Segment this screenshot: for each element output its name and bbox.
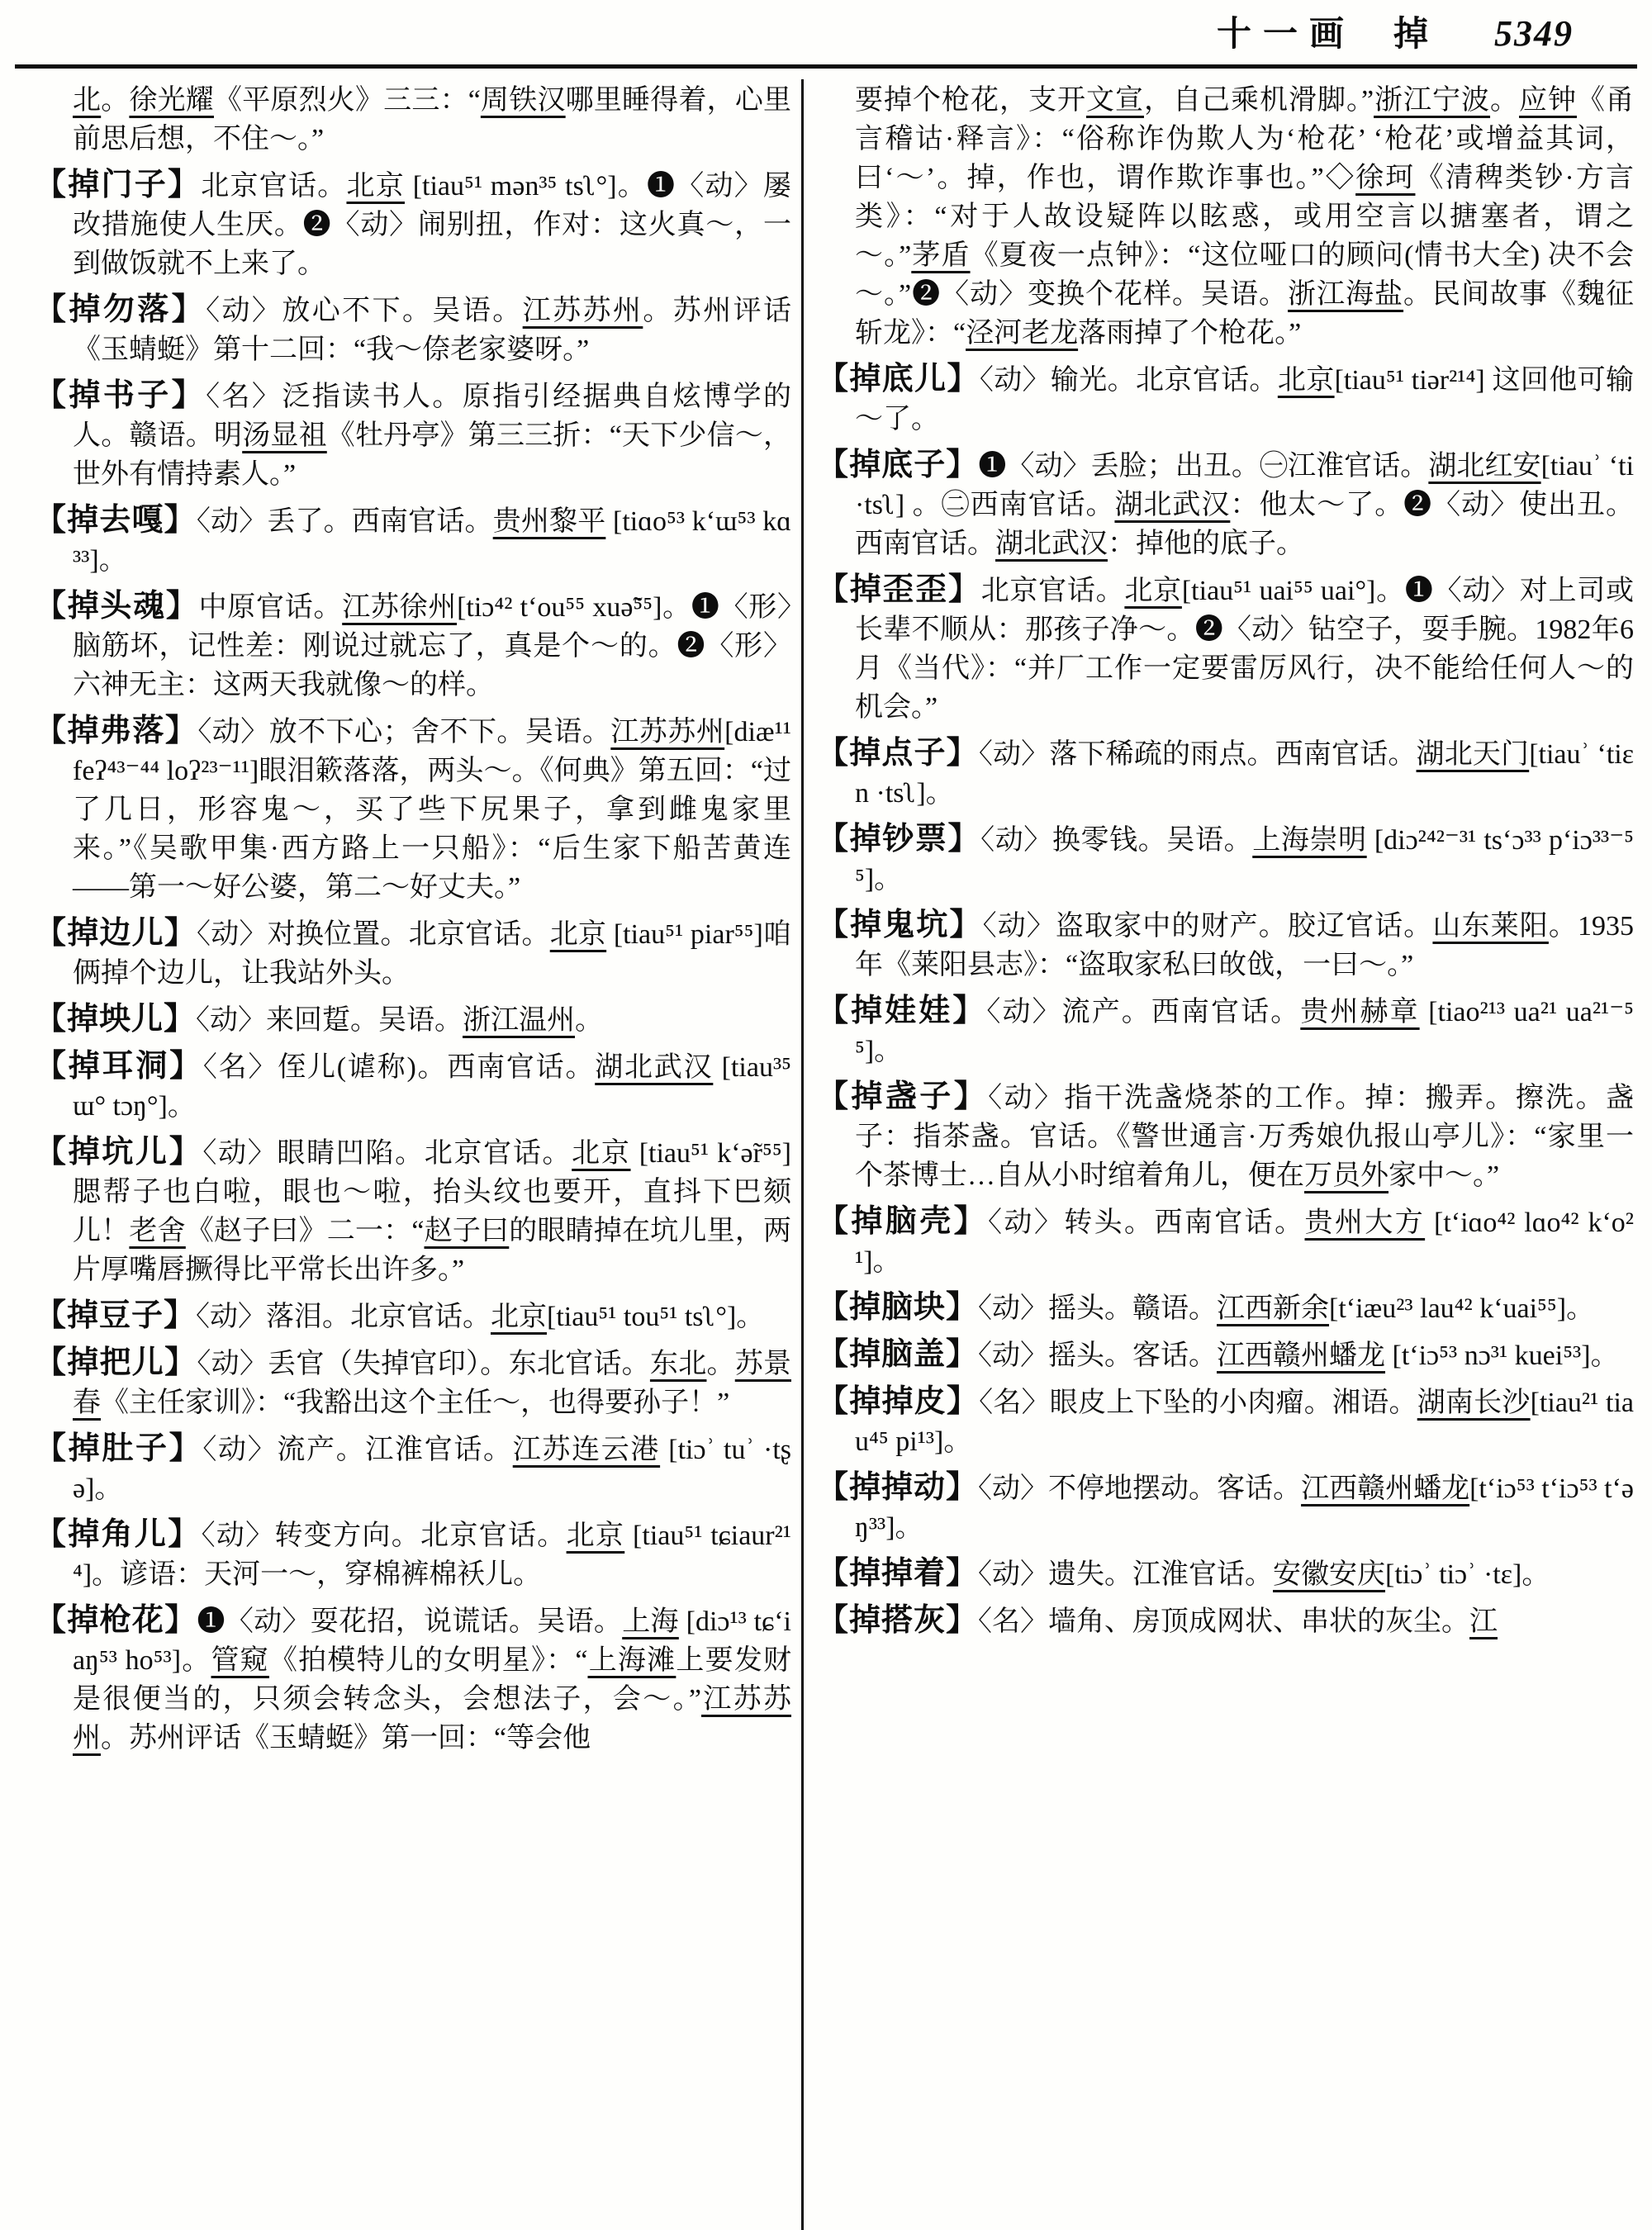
entry-text: [tiau⁵¹ tɕiaur²¹⁴]。谚语：天河一～，穿棉裤棉袄儿。 xyxy=(73,1521,791,1590)
proper-noun-text: 江 xyxy=(1469,1606,1498,1637)
proper-noun-text: 东北 xyxy=(649,1349,707,1379)
proper-noun-text: 安徽安庆 xyxy=(1273,1559,1386,1590)
entry-headword: 【掉掉着】 xyxy=(817,1556,979,1591)
dictionary-entry xyxy=(35,1344,791,1422)
proper-noun-text: 上海 xyxy=(622,1606,679,1637)
entry-text: 的眼睛掉在坑儿里，两片厚嘴唇撅得比平常长出许多。” xyxy=(73,1216,791,1285)
entry-text: [tiɔʾ tuʾ ·tʂə]。 xyxy=(73,1435,791,1504)
entry-text: [tiau⁵¹ mən³⁵ tsʅ°]。❶〈动〉屡改措施使人生厌。❷〈动〉闹别扭，作对：这火真～，一到做饭就不上来了。 xyxy=(73,171,791,279)
entry-text: 〈名〉眼皮上下坠的小肉瘤。湘语。 xyxy=(979,1388,1417,1418)
entry-headword: 【掉枪花】 xyxy=(35,1603,197,1638)
entry-text: [diɔ²⁴²⁻³¹ tsʻɔ³³ pʻiɔ³³⁻⁵⁵]。 xyxy=(855,825,1634,894)
entry-text: [tiau³⁵ ɯ° tɔŋ°]。 xyxy=(73,1052,791,1122)
entry-headword: 【掉歪歪】 xyxy=(817,572,981,607)
proper-noun-text: 万员外 xyxy=(1304,1160,1389,1191)
proper-noun-text: 湖北武汉 xyxy=(1114,490,1231,520)
entry-headword: 【掉弗落】 xyxy=(35,714,198,748)
dictionary-entry xyxy=(817,734,1634,813)
dictionary-entry xyxy=(35,1430,791,1508)
proper-noun-text: 汤显祖 xyxy=(242,420,327,451)
dictionary-entry xyxy=(35,914,791,993)
proper-noun-text: 贵州黎平 xyxy=(492,506,606,537)
entry-text: [tiau²¹ tiau⁴⁵ pi¹³]。 xyxy=(855,1388,1634,1457)
proper-noun-text: 泾河老龙 xyxy=(966,318,1079,349)
entry-headword: 【掉底子】 xyxy=(817,448,979,482)
entry-continuation xyxy=(35,81,791,159)
dictionary-entry xyxy=(35,1133,791,1289)
page-header xyxy=(0,7,1574,61)
proper-noun-text: 周铁汉 xyxy=(480,85,566,116)
proper-noun-text: 湖北天门 xyxy=(1416,739,1530,770)
dictionary-entry xyxy=(35,291,791,369)
proper-noun-text: 老舍 xyxy=(129,1216,186,1246)
entry-headword: 【掉边儿】 xyxy=(35,916,197,951)
entry-text: 北京官话。 xyxy=(980,576,1125,606)
entry-text: 〈动〉遗失。江淮官话。 xyxy=(978,1559,1274,1590)
entry-text: [tiau⁵¹ piar⁵⁵]咱俩掉个边儿，让我站外头。 xyxy=(73,919,791,989)
dictionary-entry xyxy=(35,712,791,907)
proper-noun-text: 浙江宁波 xyxy=(1374,85,1491,116)
proper-noun-text: 茅盾 xyxy=(911,240,971,271)
entry-headword: 【掉坱儿】 xyxy=(35,1002,197,1037)
entry-headword: 【掉去嘎】 xyxy=(35,503,197,538)
entry-text: [diæ¹¹ feʔ⁴³⁻⁴⁴ loʔ²³⁻¹¹]眼泪簌落落，两头～。《何典》第五回：“过了几日，形容鬼～，买了些下尻果子，拿到雌鬼家里来。”《吴歌甲集·西方路上一只船》：“后生家下船苦黄连——第一～好公婆，第二～好丈夫。” xyxy=(73,717,791,903)
left-column xyxy=(35,79,791,2230)
entry-headword: 【掉搭灰】 xyxy=(817,1603,979,1638)
entry-text: 〈动〉摇头。赣语。 xyxy=(978,1293,1218,1324)
proper-noun-text: 江苏连云港 xyxy=(512,1435,661,1465)
dictionary-entry xyxy=(817,1554,1634,1594)
proper-noun-text: 北京 xyxy=(549,919,607,950)
dictionary-entry xyxy=(817,446,1634,563)
entry-text: 〈动〉来回踅。吴语。 xyxy=(196,1005,463,1036)
entry-text: 〈动〉丢了。西南官话。 xyxy=(196,506,493,537)
entry-headword: 【掉掉动】 xyxy=(817,1470,979,1505)
entry-text: 〈动〉放不下心；舍不下。吴语。 xyxy=(197,717,611,747)
proper-noun-text: 徐珂 xyxy=(1355,163,1416,193)
proper-noun-text: 浙江海盐 xyxy=(1288,279,1404,310)
proper-noun-text: 文宣 xyxy=(1085,85,1144,116)
proper-noun-text: 江苏苏州 xyxy=(73,1684,791,1753)
dictionary-entry xyxy=(817,1078,1634,1195)
entry-text: 〈动〉对换位置。北京官话。 xyxy=(197,919,550,950)
proper-noun-text: 江西赣州蟠龙 xyxy=(1301,1473,1470,1504)
proper-noun-text: 北京 xyxy=(491,1302,548,1332)
proper-noun-text: 北京 xyxy=(346,171,405,202)
entry-text: 。民间故事《魏征斩龙》：“ xyxy=(855,279,1634,349)
proper-noun-text: 江苏苏州 xyxy=(522,296,643,326)
entry-headword: 【掉肚子】 xyxy=(35,1431,203,1466)
entry-text: [diɔ¹³ tɕʻiaŋ⁵³ ho⁵³]。 xyxy=(73,1606,791,1676)
dictionary-entry xyxy=(35,1000,791,1040)
entry-headword: 【掉坑儿】 xyxy=(35,1135,203,1170)
entry-text: ，自己乘机滑脚。” xyxy=(1143,85,1374,116)
entry-text: 〈动〉换零钱。吴语。 xyxy=(980,825,1253,856)
dictionary-entry xyxy=(35,1297,791,1336)
entry-headword: 【掉底儿】 xyxy=(817,362,980,396)
entry-headword: 【掉钞票】 xyxy=(817,822,981,856)
entry-headword: 【掉脑壳】 xyxy=(817,1204,989,1239)
proper-noun-text: 苏景春 xyxy=(73,1349,791,1418)
entry-text: 〈动〉输光。北京官话。 xyxy=(979,365,1278,396)
entry-headword: 【掉娃娃】 xyxy=(817,994,987,1028)
entry-text: [tiau⁵¹ uai⁵⁵ uai°]。❶〈动〉对上司或长辈不顺从：那孩子净～。❷〈动〉钻空子，耍手腕。1982年6月《当代》：“并厂工作一定要雷厉风行，决不能给任何人～的机会。” xyxy=(855,576,1634,723)
proper-noun-text: 贵州大方 xyxy=(1304,1208,1426,1238)
entry-text: 〈动〉流产。江淮官话。 xyxy=(202,1435,513,1465)
entry-headword: 【掉书子】 xyxy=(35,378,206,413)
entry-text: 〈名〉泛指读书人。原指引经据典自炫博学的人。赣语。明 xyxy=(73,382,791,451)
dictionary-entry xyxy=(817,1601,1634,1641)
entry-headword: 【掉掉皮】 xyxy=(817,1384,980,1419)
entry-headword: 【掉头魂】 xyxy=(35,589,199,624)
entry-text: 上要发财是很便当的，只须会转念头，会想法子，会～。” xyxy=(73,1645,791,1715)
dictionary-entry xyxy=(817,1336,1634,1375)
entry-text: 。 xyxy=(1490,85,1520,116)
proper-noun-text: 上海滩 xyxy=(587,1645,676,1676)
column-divider-rule xyxy=(801,79,804,2230)
entry-headword: 【掉勿落】 xyxy=(35,292,206,327)
entry-text: 〈名〉侄儿(谑称)。西南官话。 xyxy=(202,1052,596,1083)
entry-headword: 【掉脑块】 xyxy=(817,1290,979,1325)
proper-noun-text: 湖北红安 xyxy=(1428,451,1541,482)
entry-text: ❶〈动〉耍花招，说谎话。吴语。 xyxy=(197,1606,623,1637)
entry-text: 哪里睡得着，心里前思后想，不住～。” xyxy=(73,85,791,154)
proper-noun-text: 北京 xyxy=(1277,365,1335,396)
page-number: 5349 xyxy=(1494,13,1574,54)
entry-text: 。1935年《莱阳县志》：“盗取家私曰敀戗，一曰～。” xyxy=(855,911,1634,980)
proper-noun-text: 北 xyxy=(73,85,102,116)
proper-noun-text: 北京 xyxy=(566,1521,625,1551)
entry-text: 〈动〉丢官（失掉官印）。东北官话。 xyxy=(197,1349,650,1379)
entry-text: 〈名〉墙角、房顶成网状、串状的灰尘。 xyxy=(978,1606,1470,1637)
entry-text: [tiɔʾ tiɔʾ ·tɛ]。 xyxy=(1385,1559,1550,1590)
entry-text: ：掉他的底子。 xyxy=(1108,529,1304,559)
dictionary-entry xyxy=(817,1468,1634,1547)
dictionary-entry xyxy=(817,1383,1634,1461)
dictionary-entry xyxy=(35,166,791,283)
dictionary-entry xyxy=(35,587,791,705)
entry-text: 〈动〉转变方向。北京官话。 xyxy=(201,1521,567,1551)
entry-text: [tʻiæu²³ lau⁴² kʻuai⁵⁵]。 xyxy=(1329,1293,1595,1324)
entry-text: 《主任家训》：“我豁出这个主任～，也得要孙子！” xyxy=(101,1388,730,1418)
entry-text: 要掉个枪花，支开 xyxy=(855,85,1086,116)
dictionary-entry xyxy=(817,571,1634,727)
proper-noun-text: 北京 xyxy=(572,1138,631,1169)
entry-text: [tiau⁵¹ tou⁵¹ tsʅ°]。 xyxy=(547,1302,765,1332)
entry-text: 《夏夜一点钟》：“这位哑口的顾问(情书大全) 决不会～。”❷〈动〉变换个花样。吴语。 xyxy=(855,240,1634,310)
entry-text: [tʻiɑo⁴² lɑo⁴² kʻo²¹]。 xyxy=(855,1208,1634,1277)
proper-noun-text: 赵子曰 xyxy=(424,1216,510,1246)
entry-headword: 【掉角儿】 xyxy=(35,1517,202,1552)
entry-text: [tiauʾ ʻtiɛn ·tsʅ]。 xyxy=(855,739,1634,809)
dictionary-entry xyxy=(35,501,791,580)
proper-noun-text: 江苏徐州 xyxy=(342,592,458,623)
entry-text: [tʻiɔ⁵³ nɔ³¹ kuei⁵³]。 xyxy=(1385,1340,1619,1371)
entry-headword: 【掉鬼坑】 xyxy=(817,908,983,942)
dictionary-entry xyxy=(35,377,791,494)
entry-text: 。苏州评话《玉蜻蜓》第十二回：“我～倷老家婆呀。” xyxy=(73,296,791,365)
dictionary-entry xyxy=(817,820,1634,899)
proper-noun-text: 山东莱阳 xyxy=(1432,911,1549,942)
entry-text: 〈动〉放心不下。吴语。 xyxy=(206,296,523,326)
proper-noun-text: 上海崇明 xyxy=(1252,825,1367,856)
proper-noun-text: 徐光耀 xyxy=(129,85,214,116)
entry-headword: 【掉豆子】 xyxy=(35,1298,197,1333)
entry-text: 〈动〉摇头。客话。 xyxy=(978,1340,1218,1371)
entry-text: ❶〈动〉丢脸；出丑。㊀江淮官话。 xyxy=(978,451,1429,482)
entry-text: 《拍模特儿的女明星》：“ xyxy=(268,1645,588,1676)
proper-noun-text: 贵州赫章 xyxy=(1300,997,1420,1027)
entry-text: 〈动〉转头。西南官话。 xyxy=(988,1208,1305,1238)
proper-noun-text: 湖北武汉 xyxy=(995,529,1108,559)
entry-headword: 【掉点子】 xyxy=(817,736,979,771)
entry-text: ：他太～了。❷〈动〉使出丑。西南官话。 xyxy=(855,490,1634,559)
entry-text: 《牡丹亭》第三三折：“天下少信～，世外有情持素人。” xyxy=(73,420,791,490)
proper-noun-text: 管窥 xyxy=(211,1645,269,1676)
entry-text: 。苏州评话《玉蜻蜓》第一回：“等会他 xyxy=(101,1723,591,1753)
entry-headword: 【掉脑盖】 xyxy=(817,1337,979,1372)
header-rule xyxy=(15,64,1637,69)
dictionary-entry xyxy=(35,1516,791,1594)
right-column xyxy=(817,79,1634,2230)
entry-text: 〈动〉指干洗盏烧茶的工作。掉：搬弄。擦洗。盏子：指茶盏。官话。《警世通言·万秀娘仇报山亭儿》：“家里一个茶博士…自从小时绾着角儿，便在 xyxy=(855,1083,1634,1191)
proper-noun-text: 北京 xyxy=(1124,576,1182,606)
entry-headword: 【掉耳洞】 xyxy=(35,1049,203,1084)
entry-text: 中原官话。 xyxy=(198,592,343,623)
dictionary-entry xyxy=(817,992,1634,1070)
entry-text: 家中～。” xyxy=(1389,1160,1500,1191)
entry-headword: 【掉门子】 xyxy=(35,168,202,202)
proper-noun-text: 湖北武汉 xyxy=(595,1052,714,1083)
proper-noun-text: 浙江温州 xyxy=(463,1005,576,1036)
entry-text: [tiauʾ ʻti ·tsʅ] 。㊁西南官话。 xyxy=(855,451,1634,520)
entry-headword: 【掉把儿】 xyxy=(35,1345,197,1380)
entry-text: [tʻiɔ⁵³ tʻiɔ⁵³ tʻəŋ³³]。 xyxy=(855,1473,1634,1543)
entry-text: 《赵子曰》二一：“ xyxy=(185,1216,425,1246)
entry-text: 落雨掉了个枪花。” xyxy=(1078,318,1302,349)
dictionary-entry xyxy=(35,1047,791,1126)
entry-text: 〈动〉落下稀疏的雨点。西南官话。 xyxy=(978,739,1417,770)
proper-noun-text: 应钟 xyxy=(1519,85,1578,116)
two-column-body xyxy=(35,79,1634,2230)
entry-text: 《甬言稽诂·释言》：“俗称诈伪欺人为‘枪花’ ‘枪花’或增益其词，曰‘～’。掉，作也，谓作欺诈事也。”◇ xyxy=(855,85,1634,193)
entry-text: [tiɑo⁵³ kʻɯ⁵³ kɑ³³]。 xyxy=(73,506,791,576)
entry-text: 《清稗类钞·方言类》：“对于人故设疑阵以眩惑，或用空言以搪塞者，谓之～。” xyxy=(855,163,1634,271)
entry-text: [tiɔ⁴² tʻou⁵⁵ xuə̃⁵⁵]。❶〈形〉脑筋坏，记性差：刚说过就忘了，真是个～的。❷〈形〉六神无主：这两天我就像～的样。 xyxy=(73,592,791,700)
dictionary-entry xyxy=(817,360,1634,439)
entry-text: 〈动〉落泪。北京官话。 xyxy=(196,1302,491,1332)
proper-noun-text: 湖南长沙 xyxy=(1417,1388,1531,1418)
entry-text: 《平原烈火》三三：“ xyxy=(214,85,481,116)
entry-text: 。 xyxy=(575,1005,604,1036)
proper-noun-text: 江苏苏州 xyxy=(610,717,725,747)
entry-text: 。 xyxy=(101,85,130,116)
entry-text: [tiao²¹³ ua²¹ ua²¹⁻⁵⁵]。 xyxy=(855,997,1634,1066)
entry-text: [tiau⁵¹ kʻə̃r⁵⁵] 腮帮子也白啦，眼也～啦，抬头纹也要开，直抖下巴颏儿！ xyxy=(73,1138,791,1246)
entry-continuation xyxy=(817,81,1634,353)
head-character: 掉 xyxy=(1393,16,1428,54)
dictionary-entry xyxy=(817,906,1634,985)
dictionary-entry xyxy=(35,1601,791,1758)
dictionary-entry xyxy=(817,1288,1634,1328)
entry-headword: 【掉盏子】 xyxy=(817,1079,989,1114)
proper-noun-text: 江西赣州蟠龙 xyxy=(1217,1340,1386,1371)
entry-text: 〈动〉流产。西南官话。 xyxy=(986,997,1301,1027)
entry-text: 〈动〉不停地摆动。客话。 xyxy=(978,1473,1302,1504)
dictionary-entry xyxy=(817,1203,1634,1281)
entry-text: 〈动〉眼睛凹陷。北京官话。 xyxy=(202,1138,572,1169)
entry-text: 北京官话。 xyxy=(201,171,347,202)
entry-text: 〈动〉盗取家中的财产。胶辽官话。 xyxy=(982,911,1433,942)
proper-noun-text: 江西新余 xyxy=(1217,1293,1330,1324)
entry-text: [tiau⁵¹ tiər²¹⁴] 这回他可输～了。 xyxy=(855,365,1634,434)
stroke-section-label: 十一画 xyxy=(1216,16,1355,54)
entry-text: 。 xyxy=(706,1349,735,1379)
